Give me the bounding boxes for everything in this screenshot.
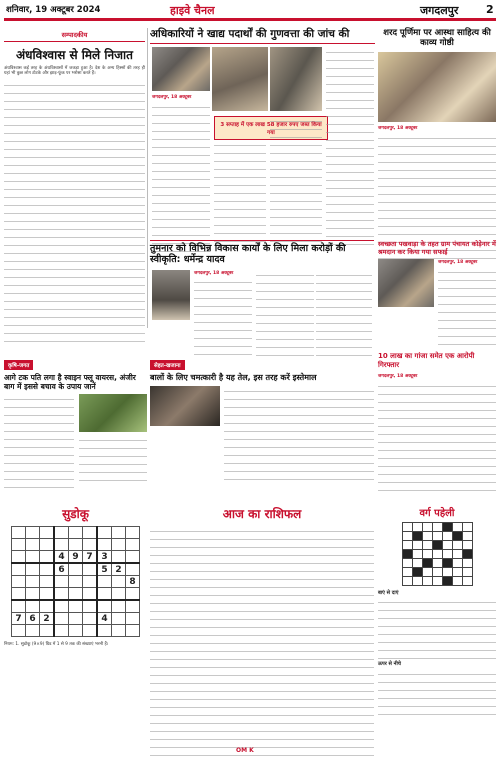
story-tumnar-body-2 [256,270,314,358]
crossword-cell [442,559,452,568]
sudoku-cell [126,539,140,551]
header-section: हाइवे चैनल [170,4,215,17]
crossword-grid [402,522,473,586]
crossword-across-clues [378,597,496,659]
crossword-cell [412,523,422,532]
sudoku-cell [12,551,26,564]
sudoku-cell [126,588,140,601]
sudoku-cell: 7 [83,551,98,564]
editorial-body [4,80,145,342]
sudoku-cell [83,625,98,637]
story-sharad-purnima-place: जगदलपुर, 18 अक्टूबर [378,126,418,131]
editorial-label: सम्पादकीय [4,24,145,42]
sudoku-cell [126,600,140,613]
sudoku-cell [97,625,112,637]
sudoku-cell [69,527,83,539]
story-food-quality-body-4 [326,47,374,247]
crossword-cell [402,541,412,550]
crossword-cell [432,541,442,550]
sudoku-cell [12,527,26,539]
story-tumnar-photo [152,270,190,320]
sudoku-cell [69,539,83,551]
story-food-quality-photo-3 [270,47,322,111]
story-sharad-purnima-title: शरद पूर्णिमा पर आस्था साहित्य की काव्य गोष्ठी [383,28,491,48]
sudoku-cell [97,600,112,613]
sudoku-cell [112,625,126,637]
story-agriculture-photo [79,394,147,432]
crossword-cell [442,541,452,550]
crossword-cell [442,550,452,559]
sudoku-cell [126,527,140,539]
footer-mark: OM K [236,747,254,754]
crossword-cell [432,532,442,541]
sudoku-cell: 4 [54,551,69,564]
crossword-cell [462,541,472,550]
header-city: जगदलपुर [420,4,459,17]
editorial-lead: अंधविश्वास कई तरह के अंधविश्वासों में जकड़ा हुआ है। देश के अन्य हिस्सों की तरह ही यहां भी कुछ लोग टोटके और झाड़-फूंक पर भरोसा करते हैं। [4,66,145,77]
sudoku-section [4,505,147,745]
crossword-cell [402,568,412,577]
crossword-cell [422,577,432,586]
sudoku-cell [54,576,69,588]
crossword-cell [442,532,452,541]
crossword-across-label: बाएं से दाएं [378,590,399,596]
sudoku-cell: 6 [54,563,69,576]
story-agriculture-title: आगे टक पति लगा है स्वाइन फ्लू वायरस, अंजीर बाग में इससे बचाव के उपाय जानें [4,373,136,391]
sudoku-cell [54,527,69,539]
crossword-cell [432,568,442,577]
rashifal-title: आज का राशिफल [222,507,302,521]
story-tumnar [150,240,374,350]
sudoku-cell [12,600,26,613]
sudoku-cell: 4 [97,613,112,625]
sudoku-cell [40,551,55,564]
story-agriculture-body-1 [4,394,74,490]
sudoku-cell [83,539,98,551]
crossword-cell [442,568,452,577]
sudoku-cell [26,563,40,576]
crossword-cell [412,559,422,568]
column-divider [147,28,148,328]
story-agriculture-label: कृषि-जगत [4,360,33,370]
sudoku-cell [83,600,98,613]
sudoku-cell [40,588,55,601]
sudoku-cell [83,588,98,601]
crossword-cell [452,532,462,541]
story-swachhta-photo [378,259,434,307]
crossword-cell [402,532,412,541]
sudoku-cell [26,625,40,637]
story-swachhta [378,240,496,350]
sudoku-cell [26,600,40,613]
sudoku-cell [26,527,40,539]
crossword-cell [402,559,412,568]
sudoku-cell [54,588,69,601]
sudoku-cell [40,563,55,576]
sudoku-cell [112,613,126,625]
sudoku-cell [112,551,126,564]
sudoku-cell [97,576,112,588]
sudoku-cell [83,563,98,576]
sudoku-cell [126,551,140,564]
sudoku-cell [40,527,55,539]
story-swachhta-title: स्वच्छता पखवाड़ा के तहत ग्राम पंचायत कोड़ेनार में श्रमदान कर किया गया सफाई [378,240,496,256]
sudoku-cell [40,576,55,588]
story-swachhta-place: जगदलपुर, 18 अक्टूबर [438,260,478,265]
story-food-quality-title: अधिकारियों ने खाद्य पदार्थों की गुणवत्ता की जांच की [150,24,375,44]
sudoku-cell [97,539,112,551]
sudoku-title: सुडोकू [62,507,89,521]
crossword-cell [462,577,472,586]
crossword-cell [452,559,462,568]
story-ganja-seized-place: जगदलपुर, 18 अक्टूबर [378,374,418,379]
crossword-down-label: ऊपर से नीचे [378,661,401,668]
story-food-quality-body-2 [214,140,266,244]
crossword-cell [402,523,412,532]
sudoku-cell [83,527,98,539]
sudoku-cell [54,625,69,637]
sudoku-cell [54,539,69,551]
sudoku-cell [126,563,140,576]
sudoku-cell: 5 [97,563,112,576]
rashifal-body [150,526,374,756]
sudoku-cell [112,527,126,539]
sudoku-cell [26,539,40,551]
crossword-cell [452,541,462,550]
sudoku-cell [12,576,26,588]
crossword-cell [452,577,462,586]
sudoku-cell: 7 [12,613,26,625]
story-ganja-seized [378,352,496,502]
crossword-cell [462,523,472,532]
crossword-cell [432,523,442,532]
masthead [0,0,500,24]
crossword-cell [442,523,452,532]
sudoku-cell [97,527,112,539]
sudoku-cell: 2 [40,613,55,625]
story-food-quality [150,24,375,238]
crossword-cell [452,550,462,559]
sudoku-cell [126,613,140,625]
story-hair-oil-photo [150,386,220,426]
editorial-title: अंधविश्वास से मिले निजात [15,48,133,62]
sudoku-cell: 9 [69,551,83,564]
sudoku-cell: 3 [97,551,112,564]
story-food-quality-highlight: 3 सप्ताह में एक लाख 58 हजार रुपए जब्त किया गया [214,116,328,140]
crossword-cell [432,577,442,586]
story-food-quality-photo-2 [212,47,268,111]
header-date: शनिवार, 19 अक्टूबर 2024 [6,5,101,15]
sudoku-cell [69,576,83,588]
crossword-cell [412,577,422,586]
crossword-cell [452,523,462,532]
crossword-cell [412,550,422,559]
story-swachhta-body [438,267,496,345]
sudoku-cell [112,576,126,588]
crossword-cell [422,523,432,532]
crossword-cell [402,577,412,586]
story-food-quality-place: जगदलपुर, 18 अक्टूबर [152,95,192,100]
story-hair-oil-body [224,386,374,480]
story-tumnar-title: तुमनार को विभिन्न विकास कार्यों के लिए मिला करोड़ों की स्वीकृति: धर्मेन्द्र यादव [150,240,374,265]
story-sharad-purnima-photo [378,52,496,122]
sudoku-grid [11,526,140,637]
story-tumnar-place: जगदलपुर, 18 अक्टूबर [194,271,234,276]
sudoku-cell [54,600,69,613]
crossword-cell [462,559,472,568]
crossword-cell [452,568,462,577]
crossword-cell [462,568,472,577]
sudoku-cell [126,625,140,637]
sudoku-cell [54,613,69,625]
sudoku-cell [112,588,126,601]
crossword-cell [402,550,412,559]
header-page-number: 2 [486,3,494,16]
sudoku-cell [12,563,26,576]
sudoku-cell [26,551,40,564]
crossword-cell [462,532,472,541]
sudoku-cell [69,625,83,637]
sudoku-cell [83,613,98,625]
crossword-title: वर्ग पहेली [419,508,455,519]
story-hair-oil-label: सेहत-खजाना [150,360,185,370]
sudoku-cell: 8 [126,576,140,588]
sudoku-cell [40,625,55,637]
story-agriculture-body-2 [79,435,147,483]
crossword-cell [422,550,432,559]
crossword-cell [432,550,442,559]
sudoku-cell [12,625,26,637]
story-tumnar-body-1 [194,277,252,357]
story-hair-oil [150,352,374,502]
story-tumnar-body-3 [316,270,372,358]
crossword-down-clues [378,668,496,714]
sudoku-cell [40,539,55,551]
sudoku-rules: नियम: 1. सुडोकू (9×9) ग्रिड में 1 से 9 तक की संख्याएं भरनी हैं। [4,642,109,647]
sudoku-cell: 6 [26,613,40,625]
sudoku-cell: 2 [112,563,126,576]
story-agriculture [4,352,147,502]
story-hair-oil-title: बालों के लिए चमत्कारी है यह तेल, इस तरह करें इस्तेमाल [150,373,317,382]
crossword-cell [432,559,442,568]
sudoku-cell [112,600,126,613]
crossword-cell [462,550,472,559]
sudoku-cell [12,588,26,601]
sudoku-cell [26,576,40,588]
crossword-cell [412,541,422,550]
story-food-quality-body-1 [152,102,210,254]
story-food-quality-photo-1 [152,47,210,91]
sudoku-cell [69,613,83,625]
sudoku-cell [97,588,112,601]
crossword-cell [422,541,432,550]
story-ganja-seized-body [378,381,496,491]
sudoku-cell [12,539,26,551]
crossword-cell [422,532,432,541]
sudoku-cell [112,539,126,551]
sudoku-cell [69,563,83,576]
story-food-quality-body-3 [270,116,322,244]
sudoku-cell [26,588,40,601]
rashifal-section [150,505,374,745]
story-ganja-seized-title: 10 लाख का गांजा समेत एक आरोपी गिरफ्तार [378,352,475,369]
story-sharad-purnima [378,24,496,238]
crossword-cell [412,532,422,541]
editorial-section [4,24,145,324]
sudoku-cell [69,588,83,601]
crossword-section [378,505,496,745]
crossword-cell [442,577,452,586]
crossword-cell [412,568,422,577]
sudoku-cell [83,576,98,588]
sudoku-cell [69,600,83,613]
header-rule [4,18,496,21]
crossword-cell [422,559,432,568]
sudoku-cell [40,600,55,613]
crossword-cell [422,568,432,577]
